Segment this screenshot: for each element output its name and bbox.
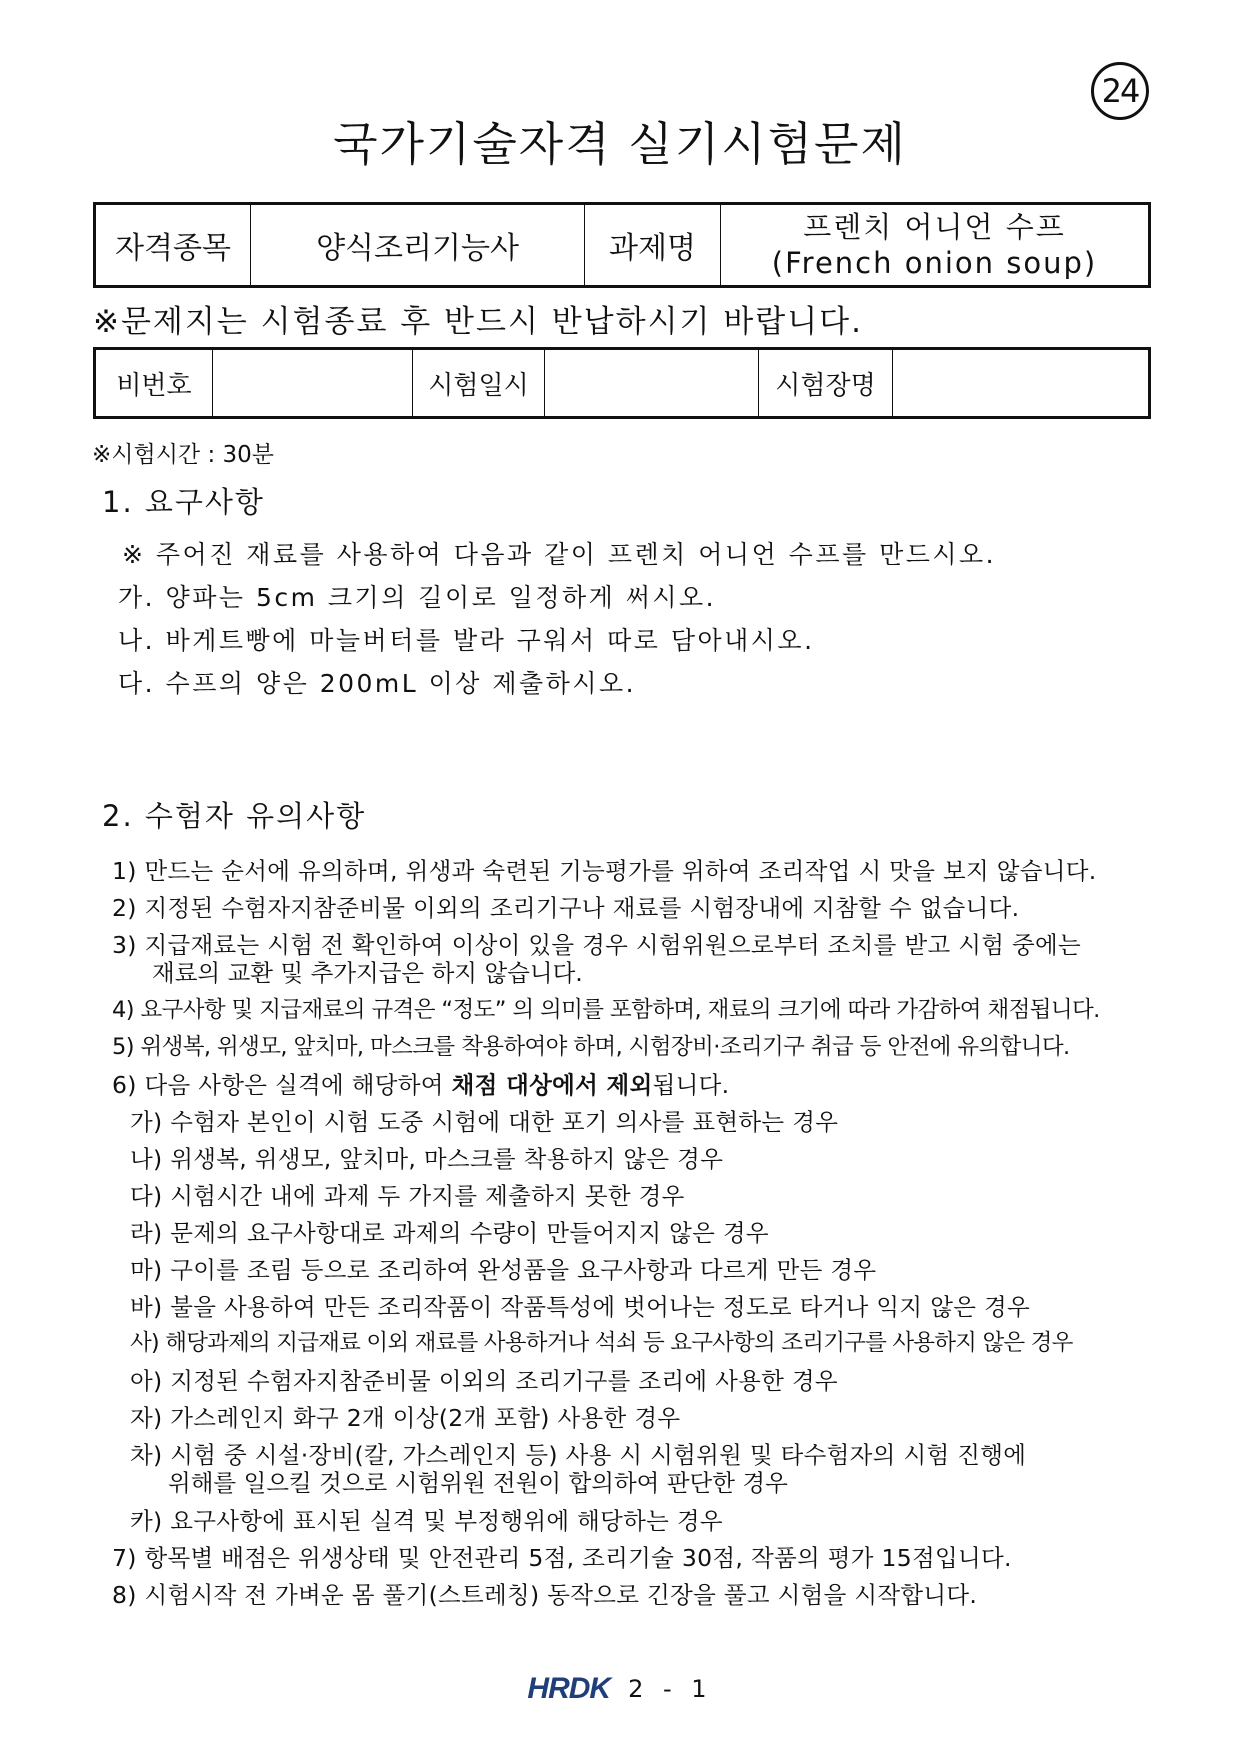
section1-heading: 1. 요구사항 bbox=[102, 485, 265, 519]
hrdk-logo: HRDK bbox=[527, 1672, 611, 1705]
disqualification-item: 라) 문제의 요구사항대로 과제의 수량이 만들어지지 않은 경우 bbox=[130, 1219, 769, 1247]
qualification-value: 양식조리기능사 bbox=[251, 204, 585, 287]
disqualification-item-continued: 위해를 일으킬 것으로 시험위원 전원이 합의하여 판단한 경우 bbox=[168, 1469, 788, 1497]
disqualification-item: 다) 시험시간 내에 과제 두 가지를 제출하지 못한 경우 bbox=[130, 1182, 685, 1210]
caution-item: 4) 요구사항 및 지급재료의 규격은 “정도” 의 의미를 포함하며, 재료의 크기에 따라 가감하여 채점됩니다. bbox=[112, 997, 1100, 1023]
qualification-label: 자격종목 bbox=[95, 204, 251, 287]
requirement-item: ※ 주어진 재료를 사용하여 다음과 같이 프렌치 어니언 수프를 만드시오. bbox=[122, 540, 997, 569]
caution-item: 5) 위생복, 위생모, 앞치마, 마스크를 착용하여야 하며, 시험장비·조리기구 취급 등 안전에 유의합니다. bbox=[112, 1034, 1070, 1060]
caution-text: 됩니다. bbox=[652, 1071, 730, 1099]
disqualification-item: 카) 요구사항에 표시된 실격 및 부정행위에 해당하는 경우 bbox=[130, 1507, 723, 1535]
caution-item: 7) 항목별 배점은 위생상태 및 안전관리 5점, 조리기술 30점, 작품의 평가 15점입니다. bbox=[112, 1544, 1012, 1572]
task-label: 과제명 bbox=[585, 204, 721, 287]
disqualification-item: 차) 시험 중 시설·장비(칼, 가스레인지 등) 사용 시 시험위원 및 타수험자의 시험 진행에 bbox=[130, 1441, 1027, 1469]
requirement-item: 다. 수프의 양은 200mL 이상 제출하시오. bbox=[118, 669, 637, 698]
exam-place-field bbox=[893, 349, 1150, 418]
page-footer bbox=[0, 1672, 1240, 1706]
qualification-table bbox=[93, 202, 1151, 288]
disqualification-item: 가) 수험자 본인이 시험 도중 시험에 대한 포기 의사를 표현하는 경우 bbox=[130, 1108, 839, 1136]
caution-emphasis: 채점 대상에서 제외 bbox=[451, 1071, 653, 1099]
exam-info-table bbox=[93, 347, 1151, 419]
disqualification-item: 아) 지정된 수험자지참준비물 이외의 조리기구를 조리에 사용한 경우 bbox=[130, 1367, 838, 1395]
disqualification-item: 자) 가스레인지 화구 2개 이상(2개 포함) 사용한 경우 bbox=[130, 1404, 681, 1432]
caution-item: 3) 지급재료는 시험 전 확인하여 이상이 있을 경우 시험위원으로부터 조치를 받고 시험 중에는 bbox=[112, 931, 1081, 959]
disqualification-item: 나) 위생복, 위생모, 앞치마, 마스크를 착용하지 않은 경우 bbox=[130, 1145, 724, 1173]
exam-place-label: 시험장명 bbox=[759, 349, 893, 418]
exam-number-label: 비번호 bbox=[95, 349, 213, 418]
page-title: 국가기술자격 실기시험문제 bbox=[333, 117, 907, 171]
caution-item-continued: 재료의 교환 및 추가지급은 하지 않습니다. bbox=[152, 959, 583, 987]
task-value bbox=[721, 204, 1150, 287]
problem-number-badge: 24 bbox=[1091, 62, 1149, 120]
caution-text: 6) 다음 사항은 실격에 해당하여 bbox=[112, 1071, 452, 1099]
caution-item-disqualification bbox=[112, 1066, 729, 1100]
requirement-item: 가. 양파는 5cm 크기의 길이로 일정하게 써시오. bbox=[118, 583, 717, 612]
task-value-korean: 프렌치 어니언 수프 bbox=[803, 210, 1066, 244]
requirement-item: 나. 바게트빵에 마늘버터를 발라 구워서 따로 담아내시오. bbox=[118, 626, 815, 655]
caution-item: 8) 시험시작 전 가벼운 몸 풀기(스트레칭) 동작으로 긴장을 풀고 시험을 시작합니다. bbox=[112, 1581, 978, 1609]
exam-date-field bbox=[545, 349, 759, 418]
task-value-english: (French onion soup) bbox=[771, 246, 1098, 280]
page-number: 2 - 1 bbox=[628, 1675, 713, 1703]
caution-item: 1) 만드는 순서에 유의하며, 위생과 숙련된 기능평가를 위하여 조리작업 시 맛을 보지 않습니다. bbox=[112, 857, 1097, 885]
section2-heading: 2. 수험자 유의사항 bbox=[102, 799, 367, 833]
disqualification-item: 마) 구이를 조림 등으로 조리하여 완성품을 요구사항과 다르게 만든 경우 bbox=[130, 1256, 877, 1284]
return-notice: ※문제지는 시험종료 후 반드시 반납하시기 바랍니다. bbox=[93, 304, 863, 340]
exam-date-label: 시험일시 bbox=[413, 349, 545, 418]
exam-time: ※시험시간 : 30분 bbox=[92, 442, 274, 468]
caution-item: 2) 지정된 수험자지참준비물 이외의 조리기구나 재료를 시험장내에 지참할 수 없습니다. bbox=[112, 894, 1020, 922]
disqualification-item: 사) 해당과제의 지급재료 이외 재료를 사용하거나 석쇠 등 요구사항의 조리기구를 사용하지 않은 경우 bbox=[130, 1330, 1073, 1356]
exam-number-field bbox=[213, 349, 413, 418]
disqualification-item: 바) 불을 사용하여 만든 조리작품이 작품특성에 벗어나는 정도로 타거나 익지 않은 경우 bbox=[130, 1293, 1030, 1321]
